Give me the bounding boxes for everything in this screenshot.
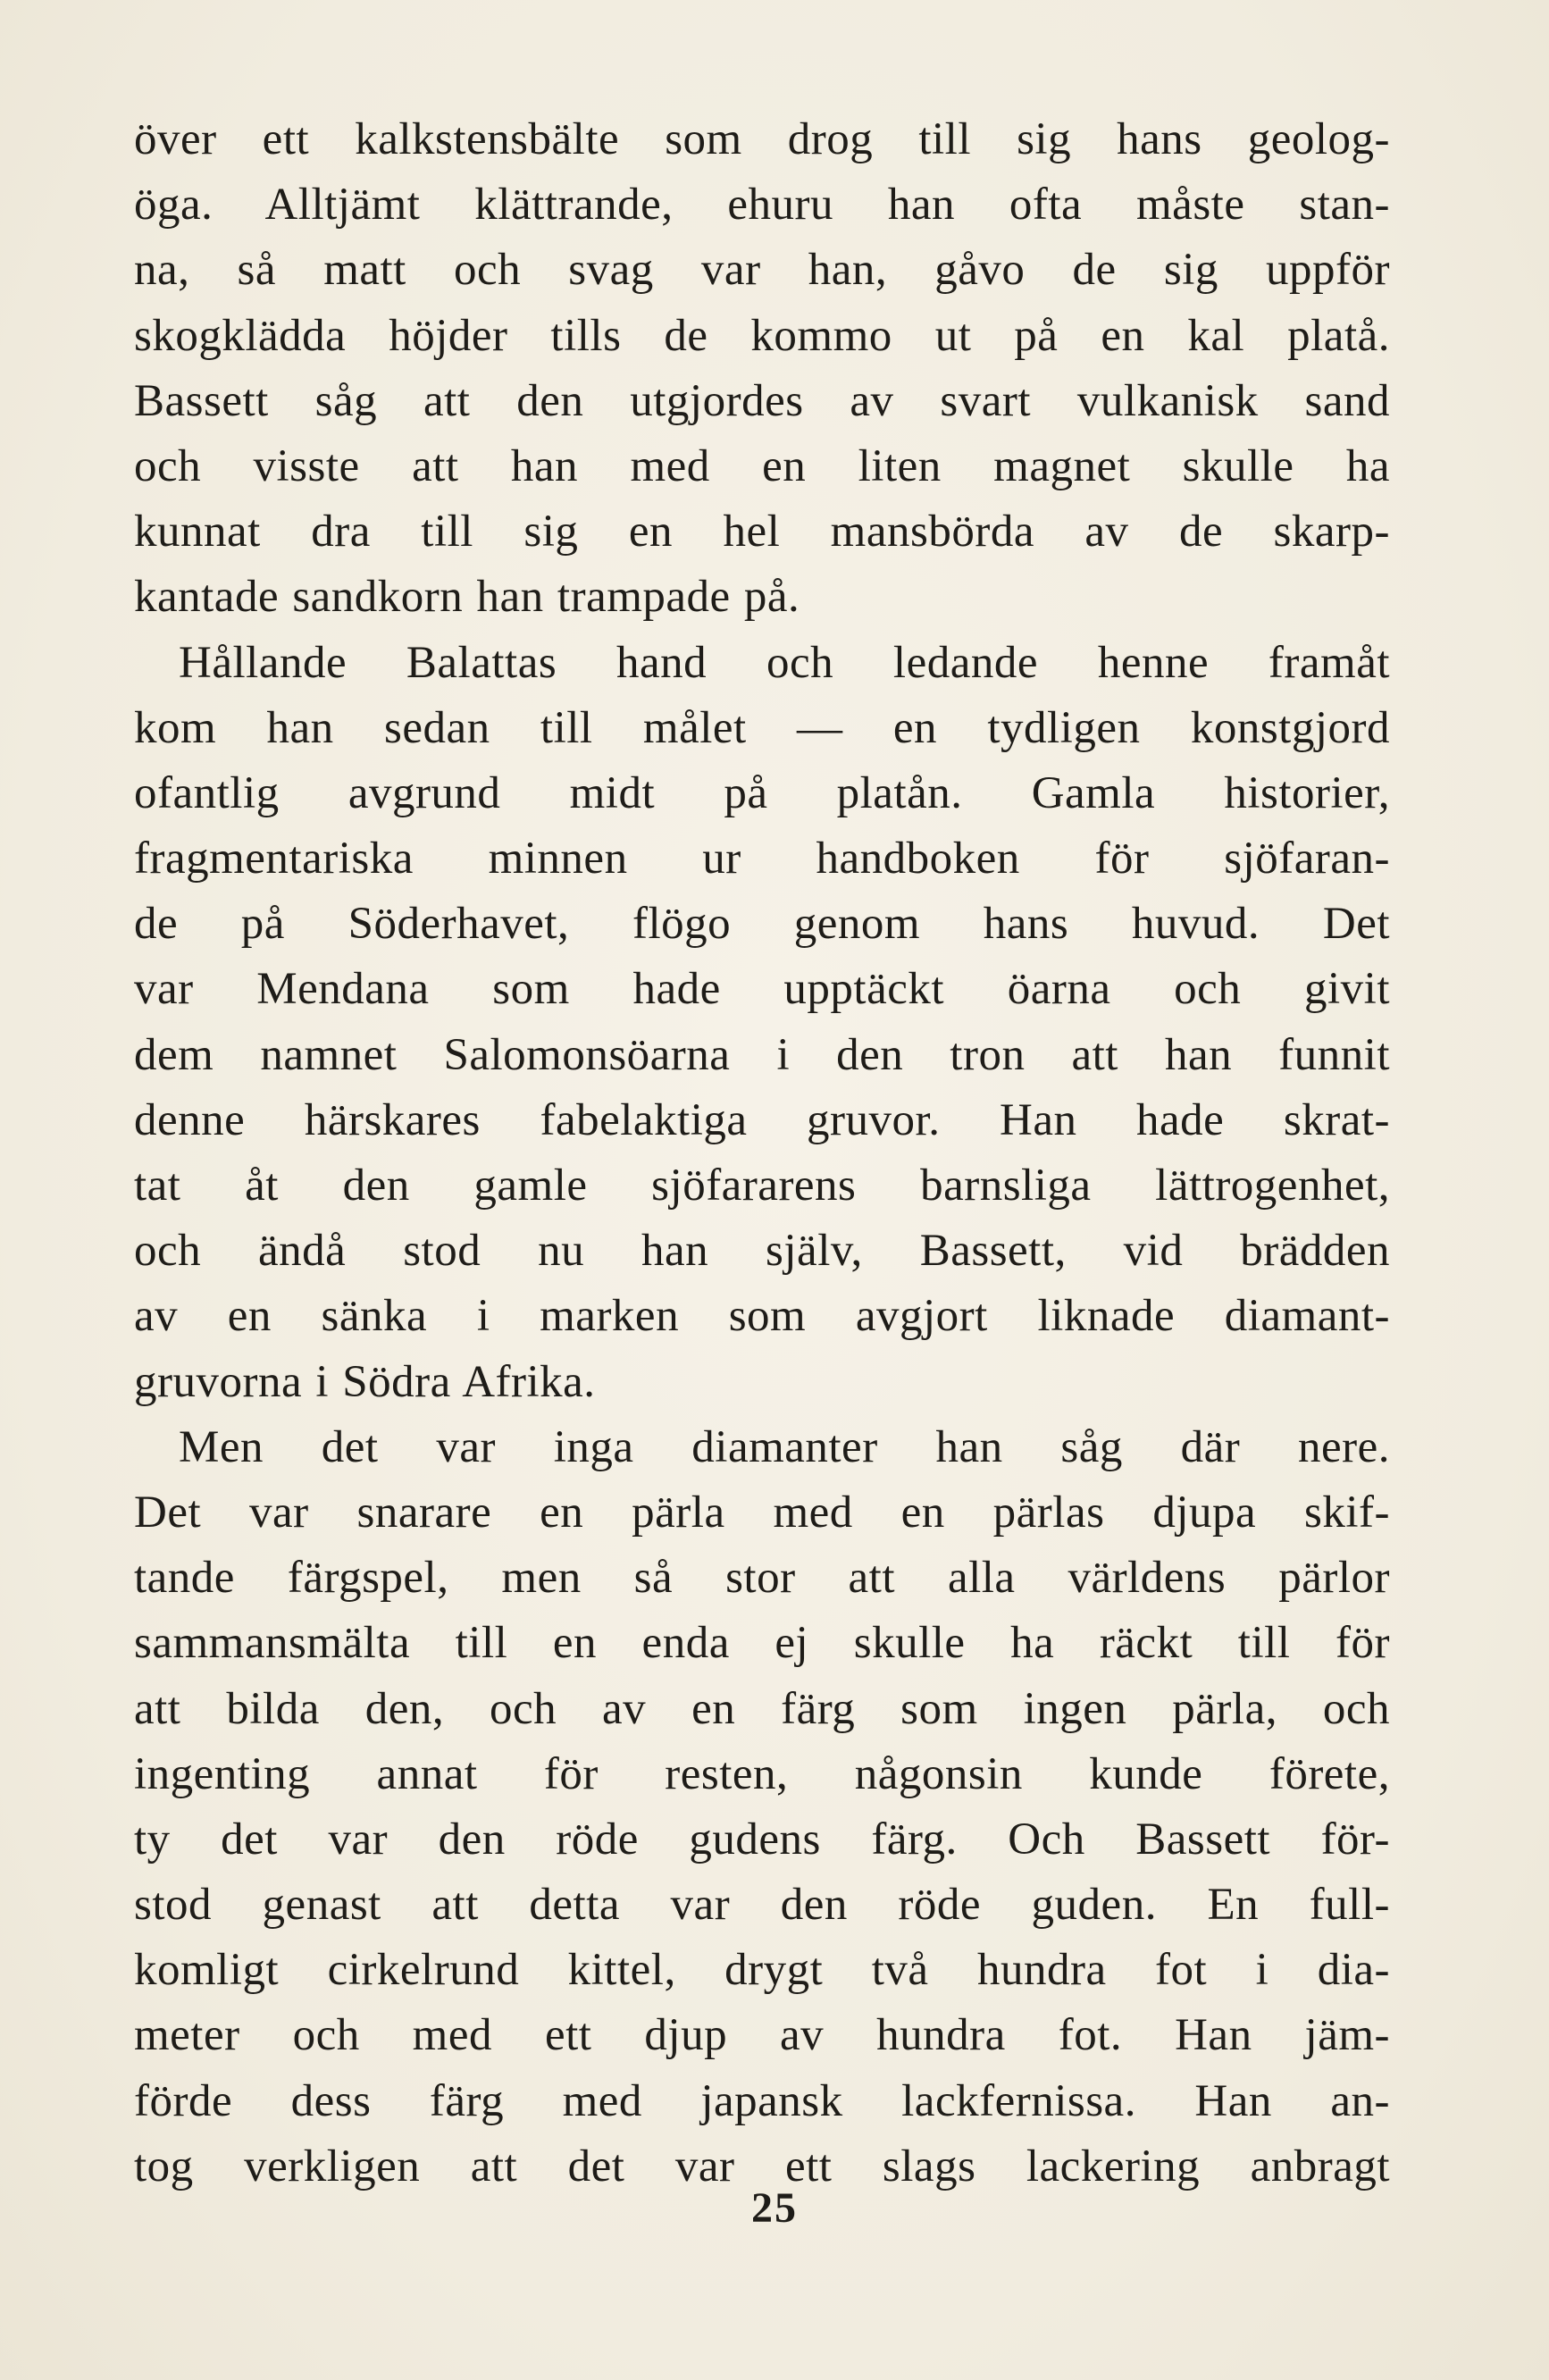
text-line-7: kunnat dra till sig en hel mansbörda av de skarp- — [134, 507, 1390, 557]
text-line-3: na, så matt och svag var han, gåvo de sig uppför — [134, 245, 1390, 296]
text-line-17: tat åt den gamle sjöfararens barnsliga lättrogenhet, — [134, 1161, 1390, 1211]
text-line-13: de på Söderhavet, flögo genom hans huvud. Det — [134, 899, 1390, 950]
text-line-6: och visste att han med en liten magnet skulle ha — [134, 440, 1390, 491]
text-line-31: förde dess färg med japansk lackfernissa. Han an- — [134, 2075, 1390, 2126]
text-line-32: tog verkligen att det var ett slags lackering anbragt — [134, 2141, 1390, 2191]
text-line-28: stod genast att detta var den röde guden. En full- — [134, 1880, 1390, 1931]
text-line-22: Det var snarare en pärla med en pärlas djupa skif- — [134, 1487, 1390, 1538]
body-text — [134, 107, 1390, 2200]
text-line-11: ofantlig avgrund midt på platån. Gamla historier, — [134, 767, 1390, 818]
text-line-16: denne härskares fabelaktiga gruvor. Han hade skrat- — [134, 1094, 1390, 1145]
text-line-24: sammansmälta till en enda ej skulle ha räckt till för — [134, 1618, 1390, 1669]
text-line-23: tande färgspel, men så stor att alla världens pärlor — [134, 1553, 1390, 1604]
text-line-30: meter och med ett djup av hundra fot. Han jäm- — [134, 2010, 1390, 2061]
text-line-27: ty det var den röde gudens färg. Och Bassett för- — [134, 1814, 1390, 1865]
text-line-29: komligt cirkelrund kittel, drygt två hundra fot i dia- — [134, 1945, 1390, 1996]
text-line-18: och ändå stod nu han själv, Bassett, vid brädden — [134, 1226, 1390, 1277]
text-line-14: var Mendana som hade upptäckt öarna och givit — [134, 964, 1390, 1015]
text-line-25: att bilda den, och av en färg som ingen pärla, och — [134, 1683, 1390, 1734]
text-line-20: gruvorna i Södra Afrika. — [134, 1356, 596, 1407]
text-line-21: Men det var inga diamanter han såg där nere. — [179, 1421, 1390, 1472]
text-line-1: över ett kalkstensbälte som drog till sig hans geolog- — [134, 114, 1390, 164]
page-number: 25 — [751, 2184, 798, 2232]
text-line-19: av en sänka i marken som avgjort liknade diamant- — [134, 1291, 1390, 1342]
text-line-8: kantade sandkorn han trampade på. — [134, 572, 800, 623]
text-line-26: ingenting annat för resten, någonsin kunde förete, — [134, 1748, 1390, 1799]
text-line-10: kom han sedan till målet — en tydligen konstgjord — [134, 702, 1390, 753]
text-line-4: skogklädda höjder tills de kommo ut på en kal platå. — [134, 310, 1390, 361]
text-line-12: fragmentariska minnen ur handboken för sjöfaran- — [134, 834, 1390, 884]
text-line-5: Bassett såg att den utgjordes av svart vulkanisk sand — [134, 375, 1390, 426]
text-line-2: öga. Alltjämt klättrande, ehuru han ofta måste stan- — [134, 180, 1390, 230]
text-line-15: dem namnet Salomonsöarna i den tron att han funnit — [134, 1029, 1390, 1080]
text-line-9: Hållande Balattas hand och ledande henne framåt — [179, 637, 1390, 688]
